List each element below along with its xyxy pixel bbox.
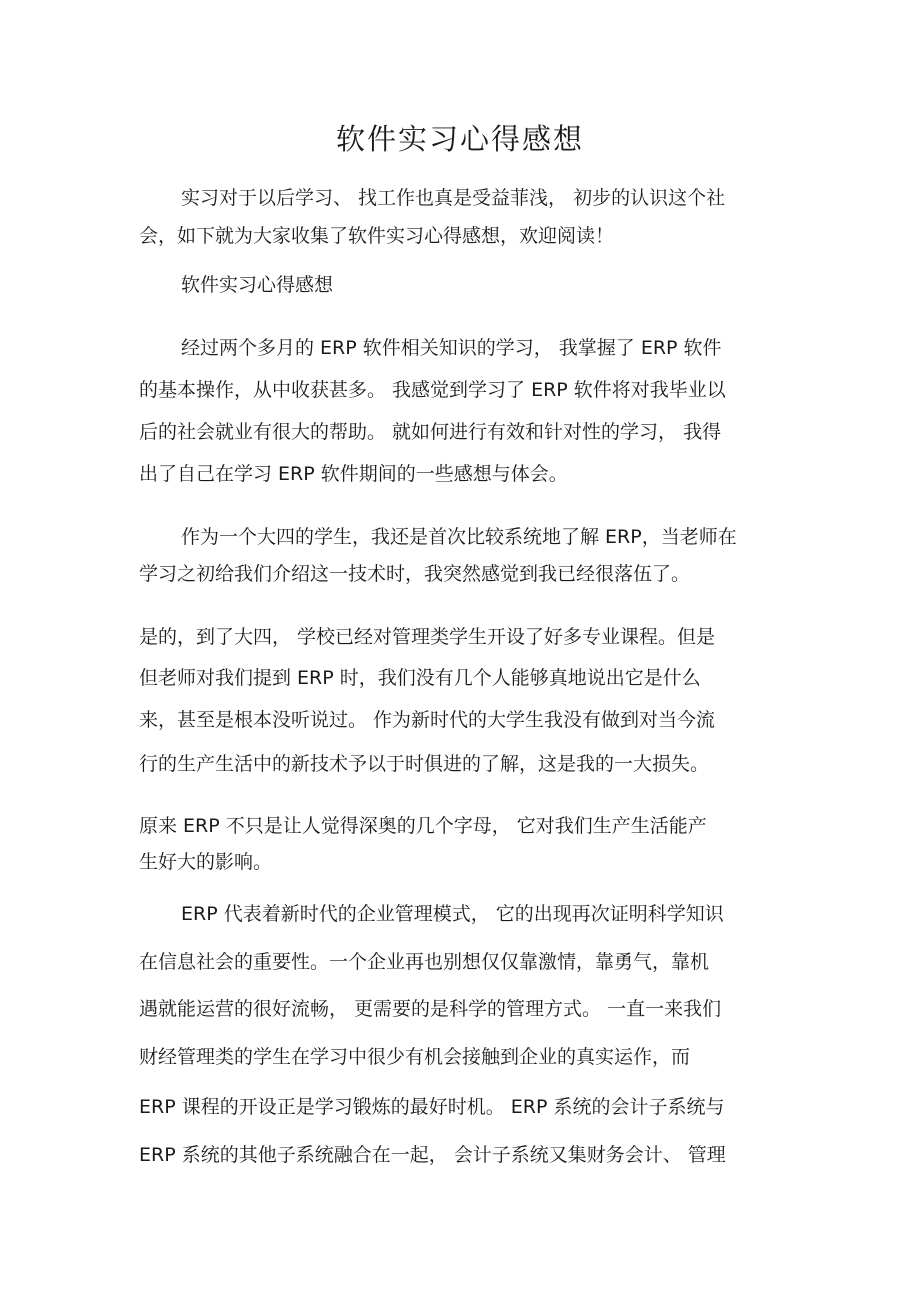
text-line: 是的，到了大四， 学校已经对管理类学生开设了好多专业课程。但是 [139, 626, 716, 648]
document-title: 软件实习心得感想 [335, 122, 584, 156]
section-heading: 软件实习心得感想 [181, 274, 334, 296]
text-line: 经过两个多月的 ERP 软件相关知识的学习， 我掌握了 ERP 软件 [181, 337, 722, 359]
text-line: ERP 课程的开设正是学习锻炼的最好时机。 ERP 系统的会计子系统与 [139, 1096, 725, 1118]
text-line: 学习之初给我们介绍这一技术时，我突然感觉到我已经很落伍了。 [139, 563, 691, 585]
text-line: 原来 ERP 不只是让人觉得深奥的几个字母， 它对我们生产生活能产 [139, 815, 707, 837]
text-line: 财经管理类的学生在学习中很少有机会接触到企业的真实运作，而 [139, 1046, 691, 1068]
text-line: 会，如下就为大家收集了软件实习心得感想，欢迎阅读！ [139, 225, 615, 247]
text-line: ERP 代表着新时代的企业管理模式， 它的出现再次证明科学知识 [181, 903, 724, 925]
text-line: 但老师对我们提到 ERP 时，我们没有几个人能够真地说出它是什么 [139, 667, 701, 689]
text-line: 实习对于以后学习、 找工作也真是受益菲浅， 初步的认识这个社 [181, 187, 726, 209]
text-line: 行的生产生活中的新技术予以于时俱进的了解，这是我的一大损失。 [139, 753, 710, 775]
text-line: 出了自己在学习 ERP 软件期间的一些感想与体会。 [139, 463, 568, 485]
text-line: 来，甚至是根本没听说过。 作为新时代的大学生我没有做到对当今流 [139, 709, 716, 731]
text-line: 作为一个大四的学生，我还是首次比较系统地了解 ERP，当老师在 [181, 526, 737, 548]
text-line: 在信息社会的重要性。一个企业再也别想仅仅靠激情，靠勇气，靠机 [139, 951, 710, 973]
text-line: 遇就能运营的很好流畅， 更需要的是科学的管理方式。 一直一来我们 [139, 998, 722, 1020]
text-line: ERP 系统的其他子系统融合在一起， 会计子系统又集财务会计、 管理 [139, 1144, 726, 1166]
text-line: 生好大的影响。 [139, 851, 273, 873]
text-line: 的基本操作，从中收获甚多。 我感觉到学习了 ERP 软件将对我毕业以 [139, 379, 726, 401]
text-line: 后的社会就业有很大的帮助。 就如何进行有效和针对性的学习， 我得 [139, 421, 722, 443]
